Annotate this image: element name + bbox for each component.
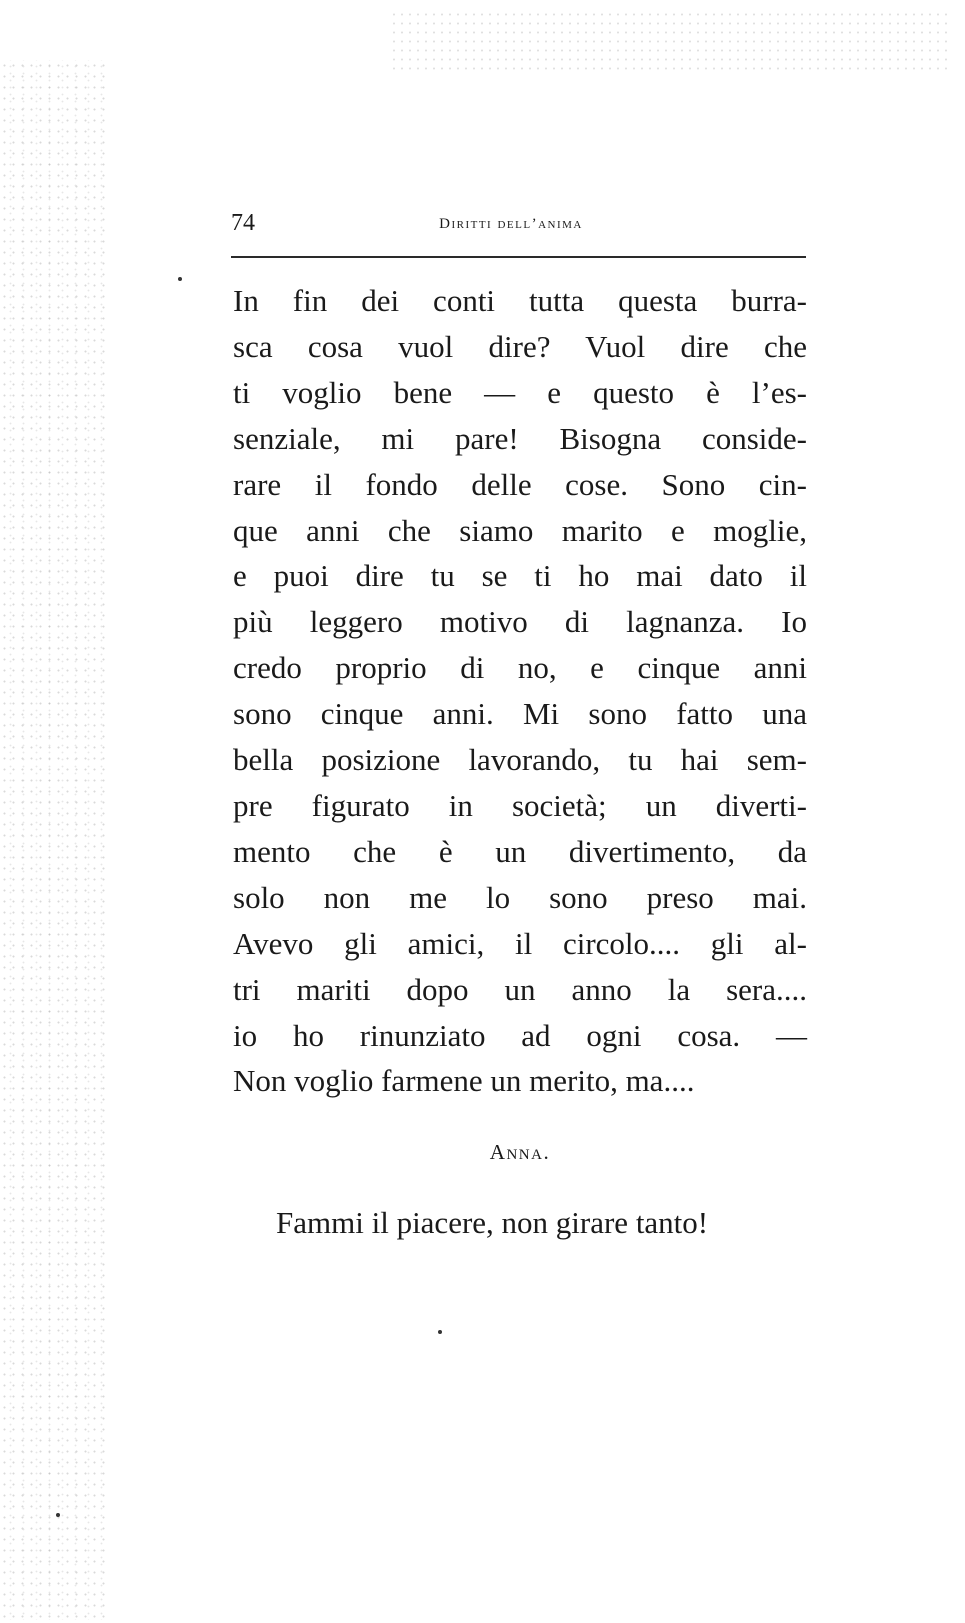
dialogue-reply: Fammi il piacere, non girare tanto! xyxy=(276,1205,709,1240)
text-line: que anni che siamo marito e moglie, xyxy=(233,512,807,548)
text-line: bella posizione lavorando, tu hai sem- xyxy=(233,742,807,778)
text-line: e puoi dire tu se ti ho mai dato il xyxy=(233,558,807,594)
header-rule xyxy=(231,256,806,258)
text-line: rare il fondo delle cose. Sono cin- xyxy=(233,466,807,502)
speaker-name: Anna. xyxy=(489,1140,551,1164)
text-line: pre figurato in società; un diverti- xyxy=(233,787,807,823)
text-line: Avevo gli amici, il circolo.... gli al- xyxy=(233,925,807,961)
body-text xyxy=(233,278,807,1104)
text-line: tri mariti dopo un anno la sera.... xyxy=(233,971,807,1007)
text-line: più leggero motivo di lagnanza. Io xyxy=(233,604,807,640)
text-line: sca cosa vuol dire? Vuol dire che xyxy=(233,328,807,364)
text-line: io ho rinunziato ad ogni cosa. — xyxy=(233,1017,807,1053)
text-line: solo non me lo sono preso mai. xyxy=(233,879,807,915)
scan-noise-top xyxy=(390,10,950,70)
page-number: 74 xyxy=(231,210,255,236)
text-line: sono cinque anni. Mi sono fatto una xyxy=(233,696,807,732)
ink-speck xyxy=(438,1330,442,1334)
running-title: Diritti dell’anima xyxy=(439,216,583,232)
ink-speck xyxy=(56,1513,60,1517)
text-line: mento che è un divertimento, da xyxy=(233,833,807,869)
text-line: Non voglio farmene un merito, ma.... xyxy=(233,1063,695,1099)
text-line: In fin dei conti tutta questa burra- xyxy=(233,283,807,318)
page-header xyxy=(231,210,811,250)
text-line: senziale, mi pare! Bisogna conside- xyxy=(233,420,807,456)
ink-speck xyxy=(178,277,182,281)
text-line: credo proprio di no, e cinque anni xyxy=(233,650,807,686)
scan-noise-left xyxy=(0,60,110,1620)
text-line: ti voglio bene — e questo è l’es- xyxy=(233,374,807,410)
